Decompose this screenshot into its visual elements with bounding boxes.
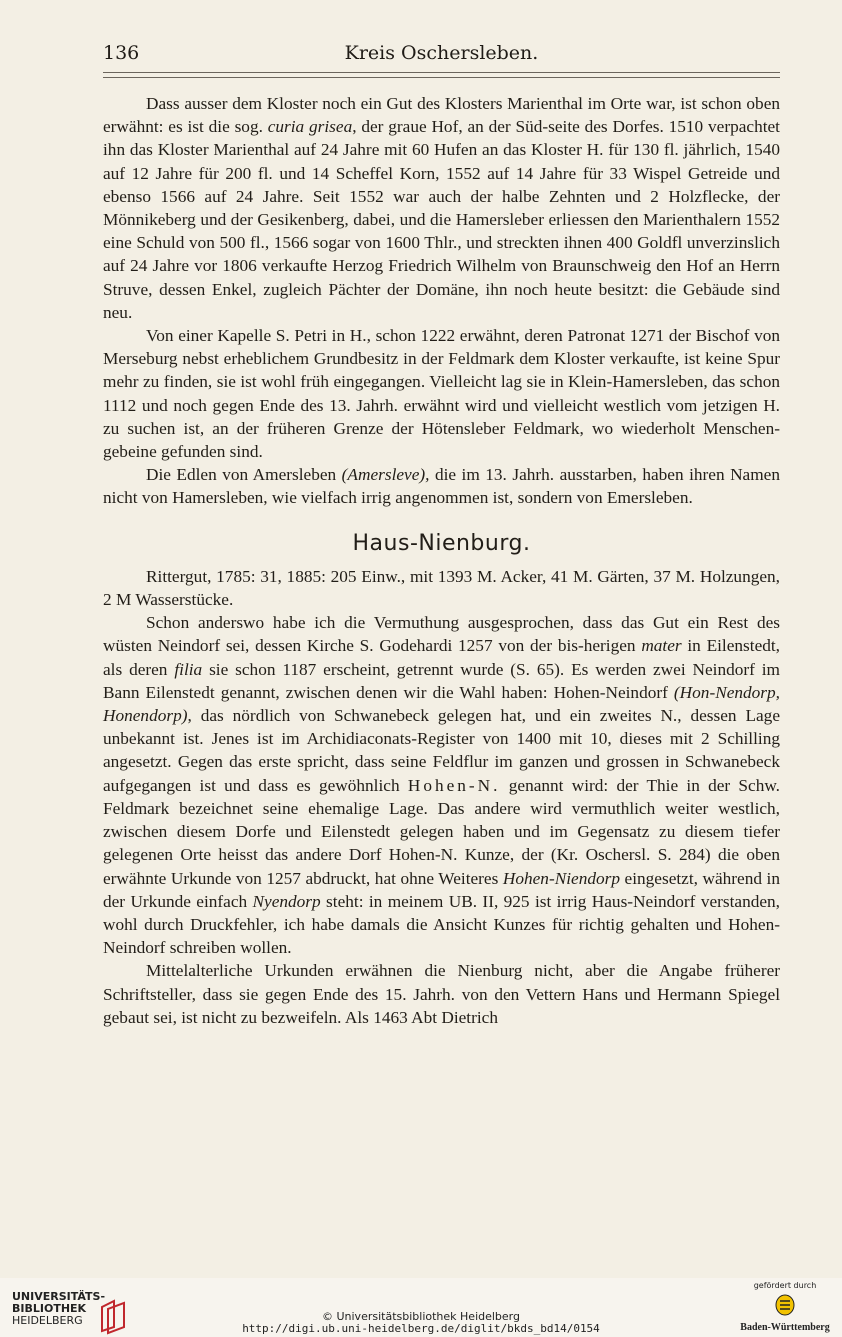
paragraph-kapelle: Von einer Kapelle S. Petri in H., schon 1222 erwähnt, deren Patronat 1271 der Bischof von Merseburg nebst erheblichem Grundbesitz in der Feldmark dem Kloster verkaufte, ist keine Spur mehr zu finden, sie ist wohl früh eingegangen. Vielleicht lag sie in Klein-Hamersleben, das schon 1112 und noch gegen Ende des 13. Jahrh. erwähnt wird und vielleicht westlich vom jetzigen H. zu suchen ist, an der früheren Grenze der Hötensleber Feldmark, wo wiederholt Menschen-gebeine gefunden sind.	[103, 326, 780, 462]
text-run: in Eilenstedt, als deren	[103, 636, 781, 679]
text-run: genannt wird: der Thie in der Schw. Feldmark bezeichnet seine ehemalige Lage. Das andere wird vermuthlich weiter westlich, zwischen diesem Dorfe und Eilenstedt gelegen haben und im Gegensatz zu diesem tiefer gelegenen Orte heisst das andere Dorf Hohen-N. Kunze, der (Kr. Oschersl. S. 284) die oben erwähnte Urkunde von 1257 abdruckt, hat ohne Weiteres	[103, 775, 781, 888]
library-name-line: HEIDELBERG	[12, 1314, 83, 1327]
digitization-footer	[0, 1278, 842, 1337]
copyright-text: © Universitätsbibliothek Heidelberg	[321, 1310, 520, 1323]
text-run: die im 13. Jahrh. ausstarben, haben ihren Namen nicht von Hamersleben, wie vielfach irrig angenommen ist, sondern von Emersleben.	[103, 465, 780, 508]
paragraph-mittelalter: Mittelalterliche Urkunden erwähnen die Nienburg nicht, aber die Angabe früherer Schriftsteller, dass sie gegen Ende des 15. Jahrh. von den Vettern Hans und Hermann Spiegel gebaut sei, ist nicht zu bezweifeln. Als 1463 Abt Dietrich	[103, 961, 780, 1027]
permalink[interactable]: http://digi.ub.uni-heidelberg.de/diglit/bkds_bd14/0154	[242, 1322, 600, 1335]
running-title: Kreis Oschersleben.	[344, 42, 539, 64]
italic-term: curia grisea	[267, 117, 353, 137]
page-number: 136	[103, 42, 140, 64]
italic-term: (Amersleve),	[341, 465, 430, 485]
paragraph-rittergut: Rittergut, 1785: 31, 1885: 205 Einw., mit 1393 M. Acker, 41 M. Gärten, 37 M. Holzungen, 2 M Wasserstücke.	[103, 566, 780, 610]
library-name-line: UNIVERSITÄTS-	[12, 1290, 106, 1303]
section-title: Haus-Nienburg.	[352, 530, 531, 556]
text-run: , das nördlich von Schwanebeck gelegen hat, und ein zweites N., dessen Lage unbekannt ist. Jenes ist im Archidiaconats-Register von 1400 mit 10, dieses mit 2 Schilling angesetzt. Gegen das erste spricht, dass seine Feldflur im ganzen und grossen in Schwanebeck aufgegangen ist und dass es gewöhnlich	[103, 706, 780, 795]
text-run: Dass ausser dem Kloster noch ein Gut des Klosters Marienthal im Orte war, ist schon oben erwähnt: es ist die sog.	[103, 94, 780, 137]
italic-term: Hohen-Niendorp	[502, 868, 620, 888]
text-run: sie schon 1187 erscheint, getrennt wurde (S. 65). Es werden zwei Neindorf im Bann Eilenstedt genannt, zwischen denen wir die Wahl haben: Hohen-Neindorf	[103, 659, 781, 702]
library-name-line: BIBLIOTHEK	[12, 1302, 87, 1315]
header-rule	[103, 72, 780, 78]
text-run: steht: in meinem UB. II, 925 ist irrig Haus-Neindorf verstanden, wohl durch Druckfehler, ich habe damals die Ansicht Kunzes für richtig gehalten und Hohen-Neindorf schreiben wollen.	[103, 891, 780, 958]
italic-term: mater	[641, 636, 682, 656]
italic-term: Nyendorp	[252, 891, 321, 911]
paragraph-kloster-gut	[103, 92, 780, 324]
sponsor-name: Baden-Württemberg	[740, 1322, 830, 1333]
page-header	[103, 42, 780, 72]
body-text	[103, 92, 780, 1029]
sponsor-block	[740, 1281, 830, 1333]
copyright-block	[0, 1311, 842, 1335]
paragraph-edlen	[103, 463, 780, 509]
text-run: Die Edlen von Amersleben	[146, 465, 342, 485]
text-run: eingesetzt, während in der Urkunde einfach	[103, 868, 780, 911]
state-crest-icon	[774, 1294, 796, 1316]
text-run: Schon anderswo habe ich die Vermuthung ausgesprochen, dass das Gut ein Rest des wüsten Neindorf sei, dessen Kirche S. Godehardi 1257 von der bis-herigen	[103, 613, 780, 656]
italic-term: filia	[174, 659, 203, 679]
paragraph-neindorf	[103, 611, 780, 959]
text-run: , der graue Hof, an der Süd-seite des Dorfes. 1510 verpachtet ihn das Kloster Marienthal auf 24 Jahre mit 60 Hufen an das Kloster H. für 130 fl. jährlich, 1540 auf 12 Jahre für 200 fl. und 14 Scheffel Korn, 1552 auf 14 Jahre für 33 Wispel Getreide und ebenso 1566 auf 24 Jahre. Seit 1552 war auch der halbe Zehnten und 2 Holzflecke, der Mönnikeberg und der Gesikenberg, dabei, und die Hamersleber erliessen den Marienthalern 1552 eine Schuld von 500 fl., 1566 sogar von 1600 Thlr., und streckten ihnen 400 Goldfl unverzinslich auf 24 Jahre vor 1806 verkaufte Herzog Friedrich Wilhelm von Braunschweig den Hof an Herrn Struve, dessen Enkel, zugleich Pächter der Domäne, ihn noch heute besitzt: die Gebäude sind neu.	[103, 117, 780, 322]
sponsor-label: gefördert durch	[753, 1281, 817, 1290]
spaced-term: Hohen-N.	[407, 775, 501, 795]
italic-term: (Hon-Nendorp, Honendorp)	[103, 682, 780, 726]
